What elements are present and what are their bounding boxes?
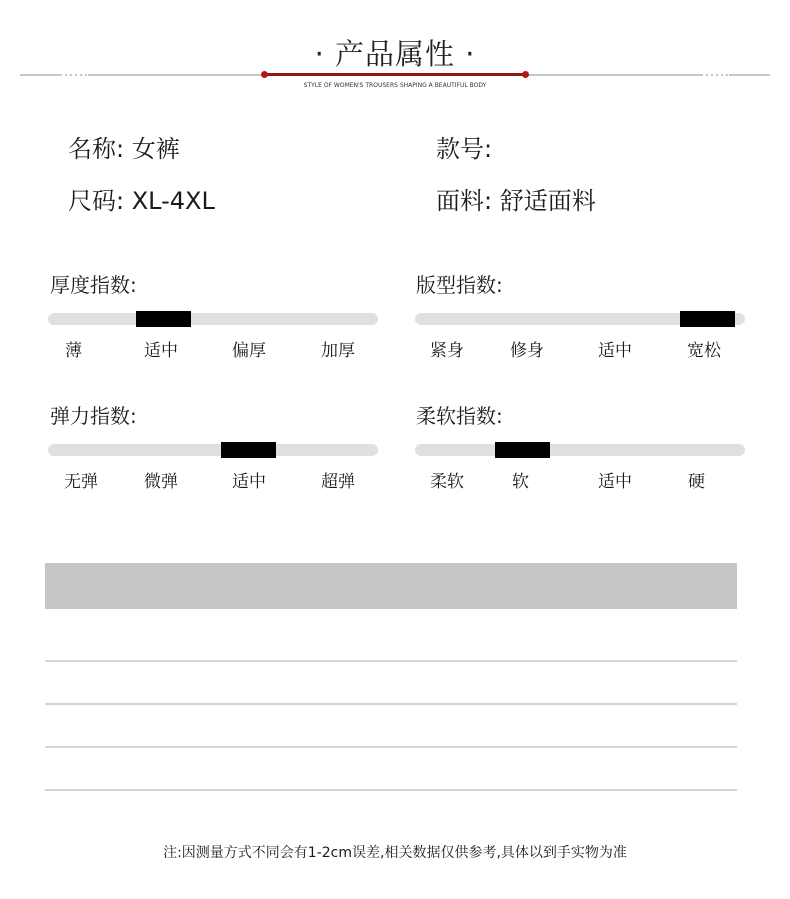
- softness-label-1: 柔软: [430, 472, 464, 492]
- thickness-label-3: 偏厚: [232, 341, 266, 361]
- page-subtitle: STYLE OF WOMEN'S TROUSERS SHAPING A BEAUTIFUL BODY: [303, 82, 487, 89]
- softness-index-track: [415, 444, 745, 456]
- header-dash-left: [62, 74, 88, 76]
- fit-index-marker: [680, 311, 735, 327]
- thickness-label-2: 适中: [144, 341, 178, 361]
- elasticity-label-4: 超弹: [321, 472, 355, 492]
- size-table-row-line: [45, 703, 737, 705]
- elasticity-index-marker: [221, 442, 276, 458]
- fit-label-2: 修身: [510, 341, 544, 361]
- elasticity-label-1: 无弹: [64, 472, 98, 492]
- fit-label-4: 宽松: [687, 341, 721, 361]
- fit-label-1: 紧身: [430, 341, 464, 361]
- measurement-note: 注:因测量方式不同会有1-2cm误差,相关数据仅供参考,具体以到手实物为准: [163, 845, 627, 861]
- size-table-row-line: [45, 789, 737, 791]
- header-line-right: [525, 74, 770, 76]
- elasticity-label-3: 适中: [232, 472, 266, 492]
- elasticity-index-title: 弹力指数:: [50, 404, 137, 428]
- size-table-row-line: [45, 746, 737, 748]
- softness-index-marker: [495, 442, 550, 458]
- header-dash-right: [703, 74, 729, 76]
- thickness-index-marker: [136, 311, 191, 327]
- fit-index-title: 版型指数:: [416, 273, 503, 297]
- thickness-label-4: 加厚: [321, 341, 355, 361]
- size-table-header: [45, 563, 737, 609]
- header-line-left: [20, 74, 265, 76]
- thickness-index-title: 厚度指数:: [50, 273, 137, 297]
- info-fabric: 面料: 舒适面料: [436, 187, 596, 215]
- info-style-no: 款号:: [436, 135, 493, 163]
- softness-label-2: 软: [512, 472, 529, 492]
- header-accent-line: [265, 73, 525, 76]
- size-table-row-line: [45, 660, 737, 662]
- thickness-label-1: 薄: [65, 341, 82, 361]
- elasticity-label-2: 微弹: [144, 472, 178, 492]
- fit-label-3: 适中: [598, 341, 632, 361]
- info-size: 尺码: XL-4XL: [68, 187, 215, 215]
- info-name: 名称: 女裤: [68, 135, 180, 163]
- page-title: · 产品属性 ·: [314, 37, 476, 71]
- softness-index-title: 柔软指数:: [416, 404, 503, 428]
- elasticity-index-track: [48, 444, 378, 456]
- thickness-index-track: [48, 313, 378, 325]
- softness-label-4: 硬: [688, 472, 705, 492]
- softness-label-3: 适中: [598, 472, 632, 492]
